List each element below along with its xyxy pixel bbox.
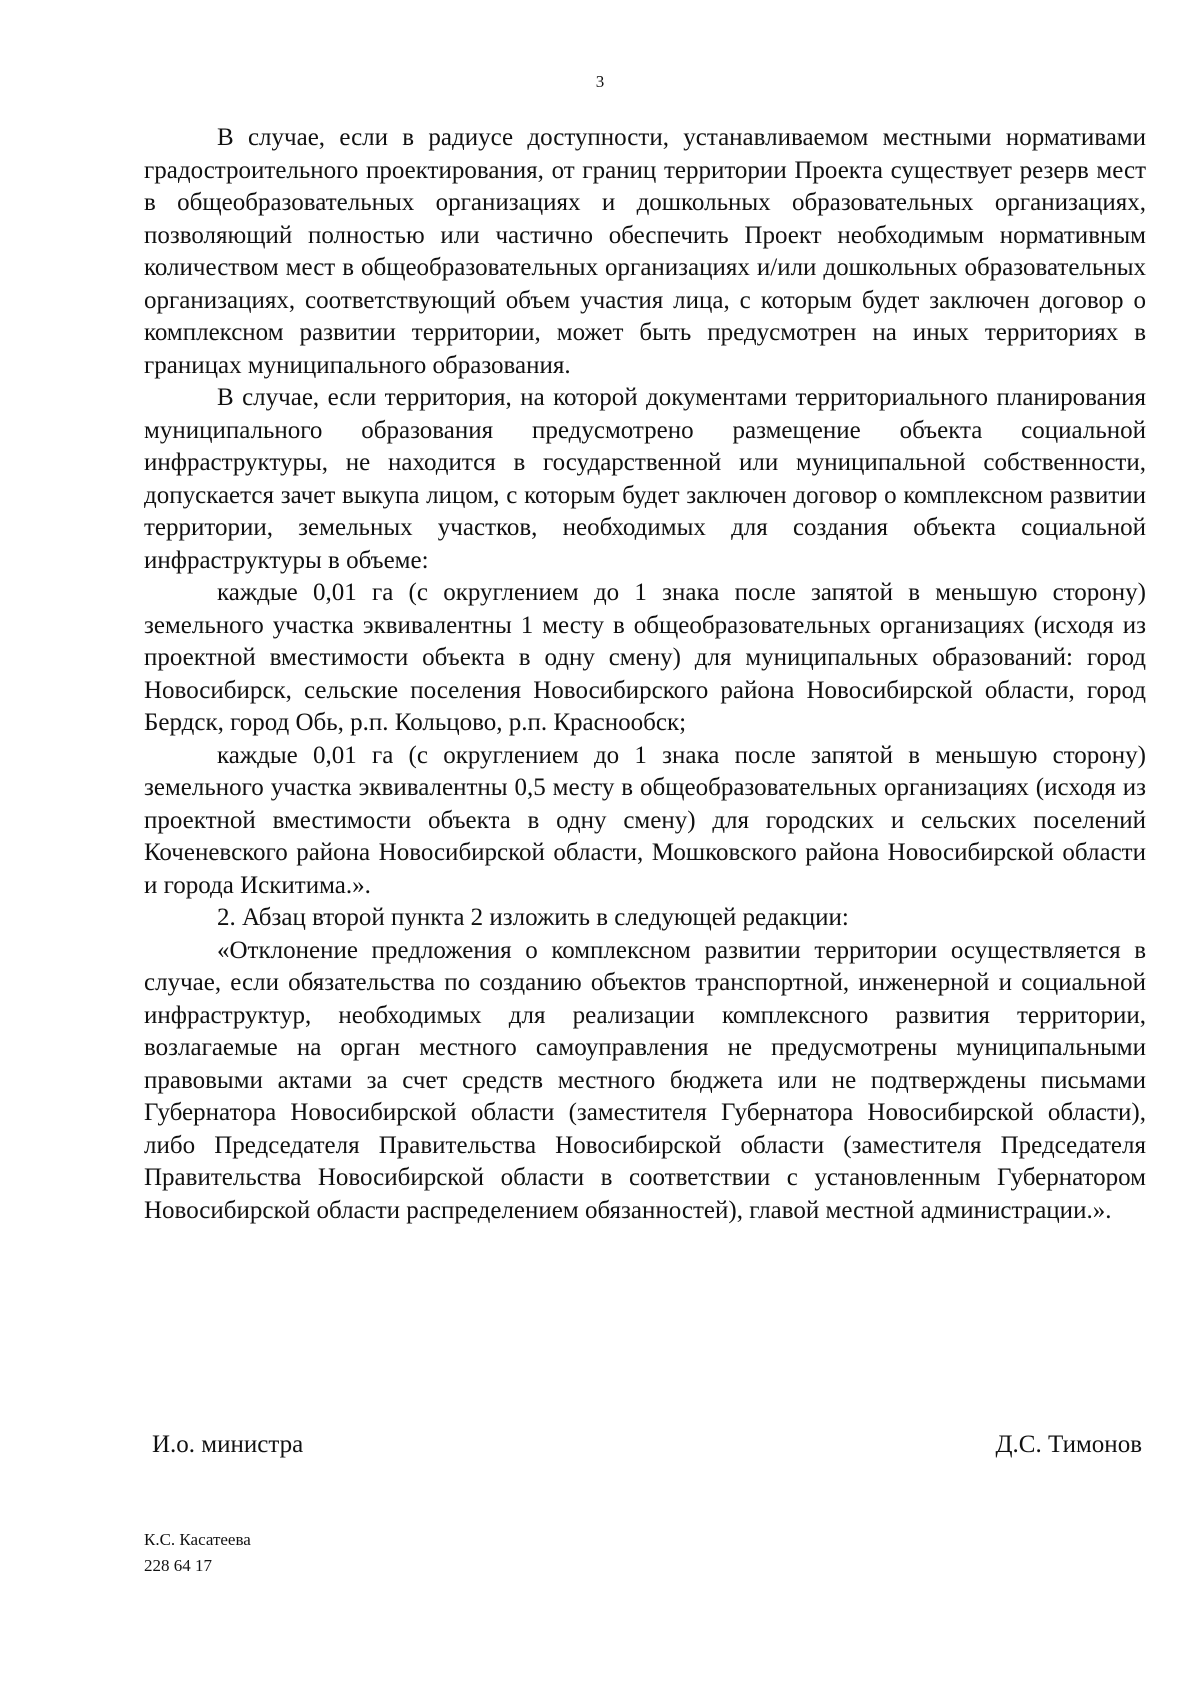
signatory-position: И.о. министра [152,1431,304,1458]
paragraph-item-2-heading: 2. Абзац второй пункта 2 изложить в следующей редакции: [217,904,849,931]
paragraph-reserve-places: В случае, если в радиусе доступности, устанавливаемом местными нормативами градостроительного проектирования, от границ территории Проекта существует резерв мест в общеобразовательных организациях и дошкольных образовательных организациях, позволяющий полностью или частично обеспечить Проект необходимым нормативным количеством мест в общеобразовательных организациях и/или дошкольных образовательных организациях, соответствующий объем участия лица, с которым будет заключен договор о комплексном развитии территории, может быть предусмотрен на иных территориях в границах муниципального образования. [144,124,1146,379]
paragraph-ratio-novosibirsk: каждые 0,01 га (с округлением до 1 знака после запятой в меньшую сторону) земельного участка эквивалентны 1 месту в общеобразовательных организациях (исходя из проектной вместимости объекта в одну смену) для муниципальных образований: город Новосибирск, сельские поселения Новосибирского района Новосибирской области, город Бердск, город Обь, р.п. Кольцово, р.п. Краснообск; [144,579,1146,736]
document-body [144,122,1146,1227]
paragraph-rejection-text: «Отклонение предложения о комплексном развитии территории осуществляется в случае, если обязательства по созданию объектов транспортной, инженерной и социальной инфраструктур, необходимых для реализации комплексного развития территории, возлагаемые на орган местного самоуправления не предусмотрены муниципальными правовыми актами за счет средств местного бюджета или не подтверждены письмами Губернатора Новосибирской области (заместителя Губернатора Новосибирской области), либо Председателя Правительства Новосибирской области (заместителя Председателя Правительства Новосибирской области в соответствии с установленным Губернатором Новосибирской области распределением обязанностей), главой местной администрации.». [144,936,1146,1224]
page-number: 3 [595,72,605,91]
paragraph-land-purchase: В случае, если территория, на которой документами территориального планирования муниципального образования предусмотрено размещение объекта социальной инфраструктуры, не находится в государственной или муниципальной собственности, допускается зачет выкупа лицом, с которым будет заключен договор о комплексном развитии территории, земельных участков, необходимых для создания объекта социальной инфраструктуры в объеме: [144,384,1146,574]
executor-info [144,1527,251,1579]
signatory-name: Д.С. Тимонов [995,1431,1142,1458]
executor-name: К.С. Касатеева [144,1530,251,1549]
executor-phone: 228 64 17 [144,1556,212,1575]
paragraph-ratio-kochenevo: каждые 0,01 га (с округлением до 1 знака после запятой в меньшую сторону) земельного участка эквивалентны 0,5 месту в общеобразовательных организациях (исходя из проектной вместимости объекта в одну смену) для городских и сельских поселений Коченевского района Новосибирской области, Мошковского района Новосибирской области и города Искитима.». [144,741,1146,899]
